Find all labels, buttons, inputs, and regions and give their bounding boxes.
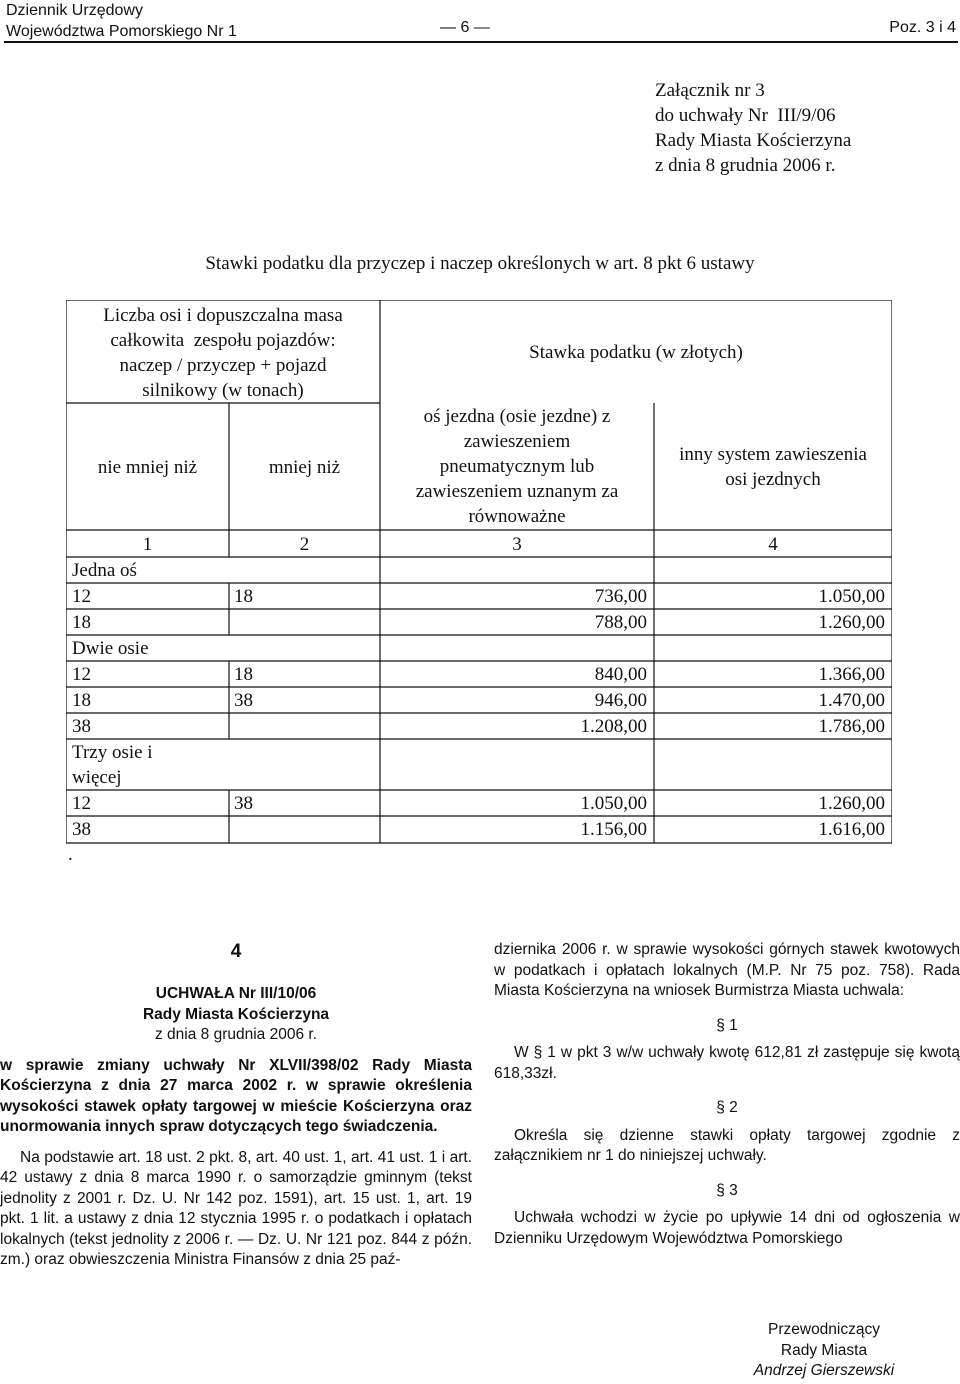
resolution-right-column [494, 940, 960, 1379]
header-line: Liczba osi i dopuszczalna masa [103, 305, 343, 326]
group-label-line: więcej [72, 767, 122, 788]
annex-date: z dnia 8 grudnia 2006 r. [655, 155, 836, 176]
table-row-cell: 1.050,00 [580, 793, 647, 814]
section-2-heading: § 2 [716, 1099, 738, 1116]
column-number: 4 [768, 534, 778, 555]
header-line: zawieszeniem [463, 431, 571, 452]
table-row-cell: 840,00 [594, 664, 647, 685]
header-axles-weight [66, 303, 380, 403]
header-line: osi jezdnych [725, 469, 821, 490]
table-row-cell: 18 [72, 690, 91, 711]
journal-issue: Województwa Pomorskiego Nr 1 [6, 23, 237, 40]
table-row-cell: 38 [72, 819, 91, 840]
table-row-cell: 38 [234, 690, 253, 711]
page-number: — 6 — [440, 19, 490, 36]
table-row-cell: 1.260,00 [818, 793, 885, 814]
table-row-cell: 38 [234, 793, 253, 814]
group-three-axles [72, 740, 153, 790]
tax-rate-table [66, 300, 892, 865]
table-row-cell: 1.786,00 [818, 716, 885, 737]
table-row-cell: 1.260,00 [818, 612, 885, 633]
table-row-cell: 1.616,00 [818, 819, 885, 840]
header-line: równoważne [468, 506, 566, 527]
header-rule [4, 41, 958, 43]
journal-name: Dziennik Urzędowy [6, 2, 143, 19]
table-row-cell: 1.470,00 [818, 690, 885, 711]
legal-basis: Na podstawie art. 18 ust. 2 pkt. 8, art. 40 ust. 1, art. 41 ust. 1 i art. 42 ustawy z dnia 8 marca 1990 r. o samorządzie gminnym (tekst jednolity z 2001 r. Dz. U. Nr 142 poz. 1591), art. 15 ust. 1, art. 19 pkt. 1 lit. a ustawy z dnia 12 stycznia 1995 r. o podatkach i opłatach lokalnych (tekst jednolity z 2006 r. — Dz. U. Nr 121 poz. 844 z późn. zm.) oraz obwieszczenia Ministra Finansów z dnia 25 paź- [0, 1148, 472, 1268]
section-1-heading: § 1 [716, 1016, 738, 1034]
header-line: inny system zawieszenia [679, 444, 867, 465]
annex-header [655, 78, 851, 178]
table-row-cell: 18 [234, 664, 253, 685]
table-row-cell: 12 [72, 586, 91, 607]
section-3-text: Uchwała wchodzi w życie po upływie 14 dni od ogłoszenia w Dzienniku Urzędowym Województwa Pomorskiego [494, 1209, 960, 1247]
resolution-number: 4 [230, 941, 242, 962]
group-label-line: Trzy osie i [72, 742, 153, 763]
table-row-cell: 38 [72, 716, 91, 737]
header-line: całkowita zespołu pojazdów: [110, 330, 336, 351]
table-row-cell: 1.208,00 [580, 716, 647, 737]
table-row-cell: 18 [234, 586, 253, 607]
header-line: pneumatycznym lub [439, 456, 595, 477]
section-2-text: Określa się dzienne stawki opłaty targowej zgodnie z załącznikiem nr 1 do niniejszej uchwały. [494, 1126, 960, 1164]
group-two-axles: Dwie osie [72, 638, 149, 659]
group-one-axle: Jedna oś [72, 560, 137, 581]
signature-block [724, 1320, 924, 1382]
section-3-heading: § 3 [716, 1181, 738, 1199]
annex-resolution: do uchwały Nr III/9/06 [655, 105, 836, 126]
column-number: 3 [512, 534, 522, 555]
header-line: oś jezdna (osie jezdne) z [423, 406, 611, 427]
table-row-cell: 12 [72, 664, 91, 685]
resolution-left-column [0, 940, 472, 1271]
annex-number: Załącznik nr 3 [655, 80, 765, 101]
resolution-council: Rady Miasta Kościerzyna [142, 1005, 330, 1023]
resolution-title: UCHWAŁA Nr III/10/06 [155, 985, 317, 1002]
table-row-cell: 18 [72, 612, 91, 633]
journal-title [6, 0, 237, 42]
table-row-cell: 12 [72, 793, 91, 814]
signature-title: Przewodniczący [768, 1321, 880, 1338]
section-1-text: W § 1 w pkt 3 w/w uchwały kwotę 612,81 zł zastępuje się kwotą 618,33zł. [494, 1044, 960, 1082]
trailing-dot: . [68, 844, 73, 865]
position-label: Poz. 3 i 4 [889, 19, 956, 36]
header-other-suspension [654, 442, 892, 492]
resolution-subject: w sprawie zmiany uchwały Nr XLVII/398/02 Rady Miasta Kościerzyna z dnia 27 marca 2002 r. w sprawie określenia wysokości stawek opłaty targowej w mieście Kościerzyna oraz unormowania innych spraw dotyczących tego świadczenia. [0, 1056, 472, 1135]
table-row-cell: 1.050,00 [818, 586, 885, 607]
table-row-cell: 788,00 [594, 612, 647, 633]
table-row-cell: 736,00 [594, 586, 647, 607]
column-number: 2 [299, 534, 310, 555]
header-line: naczep / przyczep + pojazd [119, 355, 327, 376]
header-line: silnikowy (w tonach) [142, 380, 304, 401]
table-row-cell: 1.366,00 [818, 664, 885, 685]
resolution-date: z dnia 8 grudnia 2006 r. [154, 1026, 317, 1043]
annex-council: Rady Miasta Kościerzyna [655, 130, 852, 151]
header-line: zawieszeniem uznanym za [415, 481, 619, 502]
header-tax-rate: Stawka podatku (w złotych) [529, 342, 743, 363]
header-pneumatic-suspension [380, 404, 654, 529]
header-less-than: mniej niż [268, 457, 341, 478]
table-row-cell: 946,00 [594, 690, 647, 711]
column-number: 1 [142, 534, 153, 555]
table-row-cell: 1.156,00 [580, 819, 647, 840]
basis-continuation: dziernika 2006 r. w sprawie wysokości górnych stawek kwotowych w podatkach i opłatach lokalnych (M.P. Nr 75 poz. 758). Rada Miasta Kościerzyna na wniosek Burmistrza Miasta uchwala: [494, 941, 960, 999]
signature-name: Andrzej Gierszewski [753, 1362, 895, 1379]
header-not-less-than: nie mniej niż [97, 457, 198, 478]
signature-body: Rady Miasta [780, 1341, 868, 1359]
table-title: Stawki podatku dla przyczep i naczep określonych w art. 8 pkt 6 ustawy [205, 253, 755, 274]
